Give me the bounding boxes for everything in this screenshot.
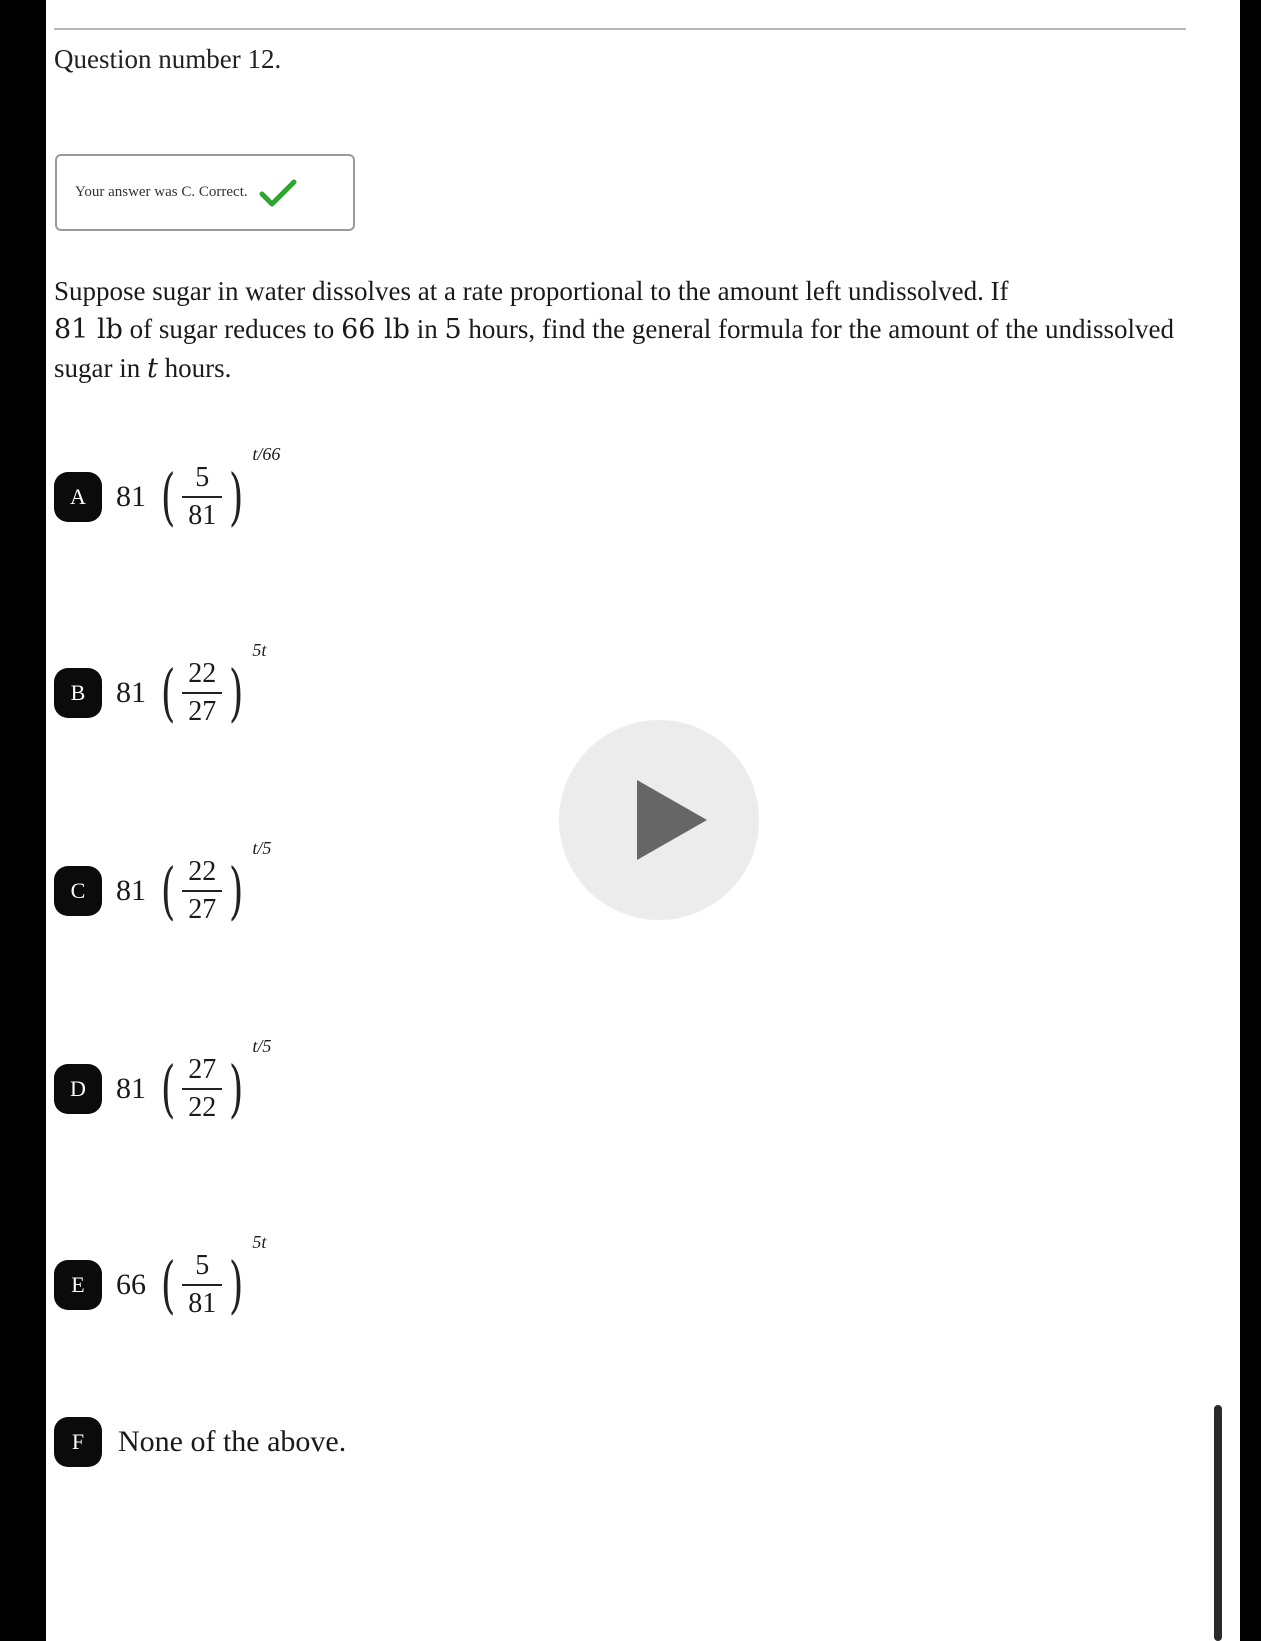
video-play-button[interactable] xyxy=(559,720,759,920)
scrollbar-thumb[interactable] xyxy=(1214,1405,1222,1641)
question-page xyxy=(46,0,1240,1641)
option-b-expression: 81 ( $\frac{22}{27}$ ) 5t xyxy=(116,640,267,729)
option-a-badge[interactable]: A xyxy=(54,472,102,522)
option-d-badge[interactable]: D xyxy=(54,1064,102,1114)
option-f-badge[interactable]: F xyxy=(54,1417,102,1467)
option-e[interactable] xyxy=(54,1232,267,1321)
checkmark-icon xyxy=(258,178,298,208)
option-f-text: None of the above. xyxy=(118,1425,347,1458)
option-a[interactable] xyxy=(54,444,281,533)
top-divider xyxy=(54,28,1186,30)
question-number: Question number 12. xyxy=(54,44,282,74)
play-icon xyxy=(637,780,707,860)
option-a-expression: 81 ( $\frac{5}{81}$ ) t/66 xyxy=(116,444,281,533)
feedback-text: Your answer was C. Correct. xyxy=(75,184,248,200)
option-d-expression: 81 ( $\frac{27}{22}$ ) t/5 xyxy=(116,1036,272,1125)
answer-feedback-box xyxy=(55,154,355,231)
option-b[interactable] xyxy=(54,640,267,729)
option-c-badge[interactable]: C xyxy=(54,866,102,916)
question-prompt: Suppose sugar in water dissolves at a rate proportional to the amount left undissolved. If 81 lb of sugar reduces to 66 lb in 5 hours, find the general formula for the amount of the undissolved sugar in t hours. xyxy=(54,276,1174,384)
option-d[interactable] xyxy=(54,1036,272,1125)
option-f[interactable] xyxy=(54,1417,346,1467)
option-c[interactable] xyxy=(54,838,272,927)
option-b-badge[interactable]: B xyxy=(54,668,102,718)
option-c-expression: 81 ( $\frac{22}{27}$ ) t/5 xyxy=(116,838,272,927)
option-e-badge[interactable]: E xyxy=(54,1260,102,1310)
option-e-expression: 66 ( $\frac{5}{81}$ ) 5t xyxy=(116,1232,267,1321)
